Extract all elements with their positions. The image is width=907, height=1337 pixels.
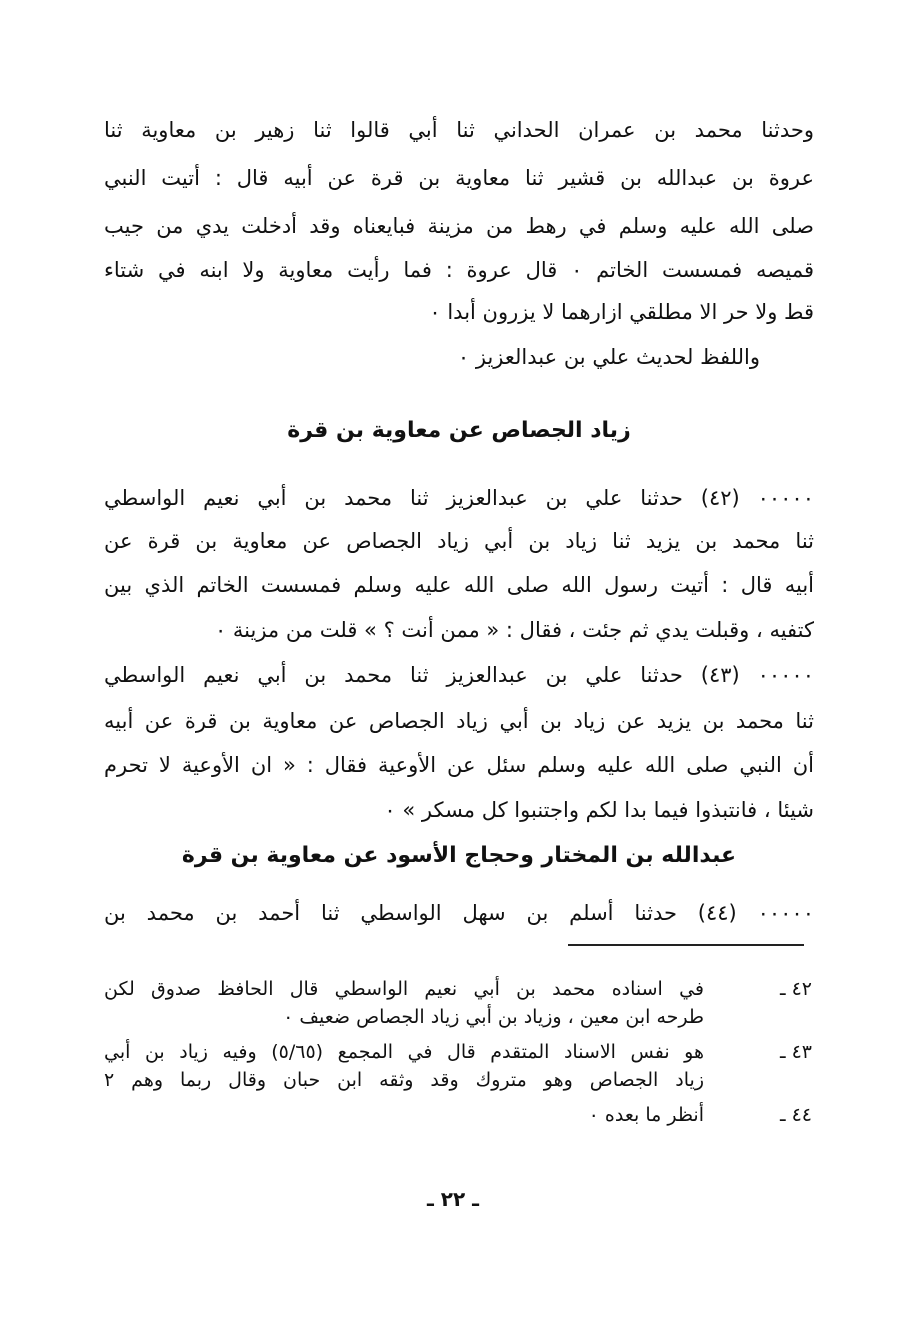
text-line: واللفظ لحديث علي بن عبدالعزيز ٠ [457, 345, 760, 369]
footnote-line: هو نفس الاسناد المتقدم قال في المجمع (٥/٦٥) وفيه زياد بن أبي [104, 1041, 704, 1063]
section-heading: زياد الجصاص عن معاوية بن قرة [287, 418, 631, 443]
section-heading: عبدالله بن المختار وحجاج الأسود عن معاوية بن قرة [181, 843, 737, 868]
hadith-line: شيئا ، فانتبذوا فيما بدا لكم واجتنبوا كل مسكر » ٠ [384, 798, 814, 822]
footnote-line: زياد الجصاص وهو متروك وقد وثقه ابن حبان وقال ربما وهم ٢ [104, 1069, 704, 1091]
hadith-line: كتفيه ، وقبلت يدي ثم جئت ، فقال : « ممن أنت ؟ » قلت من مزينة ٠ [214, 618, 814, 642]
hadith-line: أبيه قال : أتيت رسول الله صلى الله عليه وسلم فمسست الخاتم الذي بين [104, 573, 814, 597]
text-line: عروة بن عبدالله بن قشير ثنا معاوية بن قرة عن أبيه قال : أتيت النبي [104, 166, 814, 190]
text-line: قط ولا حر الا مطلقي ازارهما لا يزرون أبدا ٠ [429, 300, 814, 324]
footnote-number: ٤٤ ـ [779, 1104, 812, 1126]
footnote-number: ٤٣ ـ [779, 1041, 812, 1063]
footnote-divider [568, 944, 804, 946]
text-line: قميصه فمسست الخاتم ٠ قال عروة : فما رأيت معاوية ولا ابنه في شتاء [104, 258, 814, 282]
hadith-line: ٠٠٠٠٠ (٤٢) حدثنا علي بن عبدالعزيز ثنا محمد بن أبي نعيم الواسطي [104, 486, 814, 510]
hadith-line: ٠٠٠٠٠ (٤٤) حدثنا أسلم بن سهل الواسطي ثنا أحمد بن محمد بن [104, 901, 814, 925]
page-number: ـ ٢٢ ـ [426, 1187, 480, 1211]
hadith-line: ثنا محمد بن يزيد عن زياد بن أبي زياد الجصاص عن معاوية بن قرة عن أبيه [104, 709, 814, 733]
hadith-line: ثنا محمد بن يزيد ثنا زياد بن أبي زياد الجصاص عن معاوية بن قرة عن [104, 529, 814, 553]
text-line: صلى الله عليه وسلم في رهط من مزينة فبايعناه وقد أدخلت يدي من جيب [104, 214, 814, 238]
hadith-line: ٠٠٠٠٠ (٤٣) حدثنا علي بن عبدالعزيز ثنا محمد بن أبي نعيم الواسطي [104, 663, 814, 687]
text-line: وحدثنا محمد بن عمران الحداني ثنا أبي قالوا ثنا زهير بن معاوية ثنا [104, 118, 814, 142]
footnote-line: في اسناده محمد بن أبي نعيم الواسطي قال الحافظ صدوق لكن [104, 978, 704, 1000]
footnote-line: طرحه ابن معين ، وزياد بن أبي زياد الجصاص ضعيف ٠ [283, 1006, 704, 1028]
footnote-number: ٤٢ ـ [779, 978, 812, 1000]
footnote-line: أنظر ما بعده ٠ [588, 1104, 704, 1126]
hadith-line: أن النبي صلى الله عليه وسلم سئل عن الأوعية فقال : « ان الأوعية لا تحرم [104, 753, 814, 777]
